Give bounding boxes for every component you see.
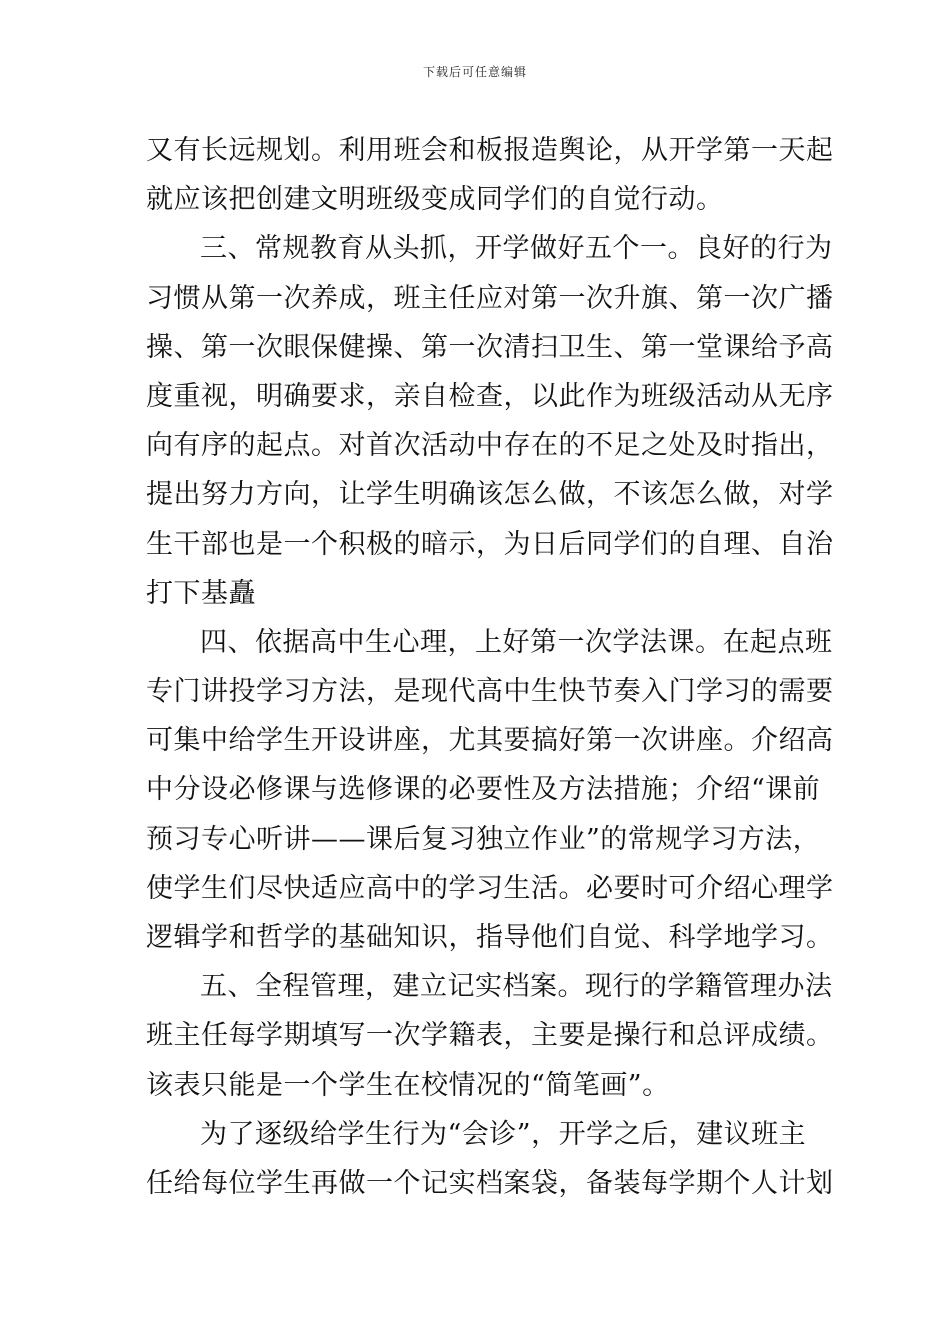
text-line: 为了逐级给学生行为“会诊”，开学之后，建议班主 — [200, 1118, 807, 1150]
text-line: 习惯从第一次养成，班主任应对第一次升旗、第一次广播 — [146, 282, 834, 314]
text-line: 逻辑学和哲学的基础知识，指导他们自觉、科学地学习。 — [146, 922, 834, 953]
text-line: 操、第一次眼保健操、第一次清扫卫生、第一堂课给予高 — [146, 331, 834, 363]
text-line: 提出努力方向，让学生明确该怎么做，不该怎么做，对学 — [146, 479, 834, 511]
text-line: 向有序的起点。对首次活动中存在的不足之处及时指出， — [146, 430, 834, 462]
body-text — [146, 126, 834, 1208]
text-line: 可集中给学生开设讲座，尤其要搞好第一次讲座。介绍高 — [146, 725, 834, 757]
page-header: 下载后可任意编辑 — [422, 65, 527, 79]
text-line: 班主任每学期填写一次学籍表，主要是操行和总评成绩。 — [146, 1020, 834, 1052]
text-line: 任给每位学生再做一个记实档案袋，备装每学期个人计划 — [146, 1167, 834, 1199]
text-line: 中分设必修课与选修课的必要性及方法措施；介绍“课前 — [146, 774, 821, 806]
text-line: 度重视，明确要求，亲自检查，以此作为班级活动从无序 — [146, 380, 834, 412]
text-line: 又有长远规划。利用班会和板报造舆论，从开学第一天起 — [146, 135, 834, 166]
text-line: 四、依据高中生心理，上好第一次学法课。在起点班 — [200, 626, 833, 658]
text-line: 使学生们尽快适应高中的学习生活。必要时可介绍心理学 — [146, 872, 834, 904]
text-line: 五、全程管理，建立记实档案。现行的学籍管理办法 — [200, 971, 833, 1003]
text-line: 三、常规教育从头抓，开学做好五个一。良好的行为 — [200, 233, 833, 265]
text-line: 就应该把创建文明班级变成同学们的自觉行动。 — [146, 184, 724, 216]
text-line: 预习专心听讲——课后复习独立作业”的常规学习方法， — [146, 823, 821, 855]
text-line: 专门讲投学习方法，是现代高中生快节奏入门学习的需要 — [146, 676, 834, 708]
text-line: 生干部也是一个积极的暗示，为日后同学们的自理、自治 — [146, 528, 834, 560]
text-line: 打下基矗 — [146, 577, 256, 609]
text-line: 该表只能是一个学生在校情况的“简笔画”。 — [146, 1069, 670, 1101]
